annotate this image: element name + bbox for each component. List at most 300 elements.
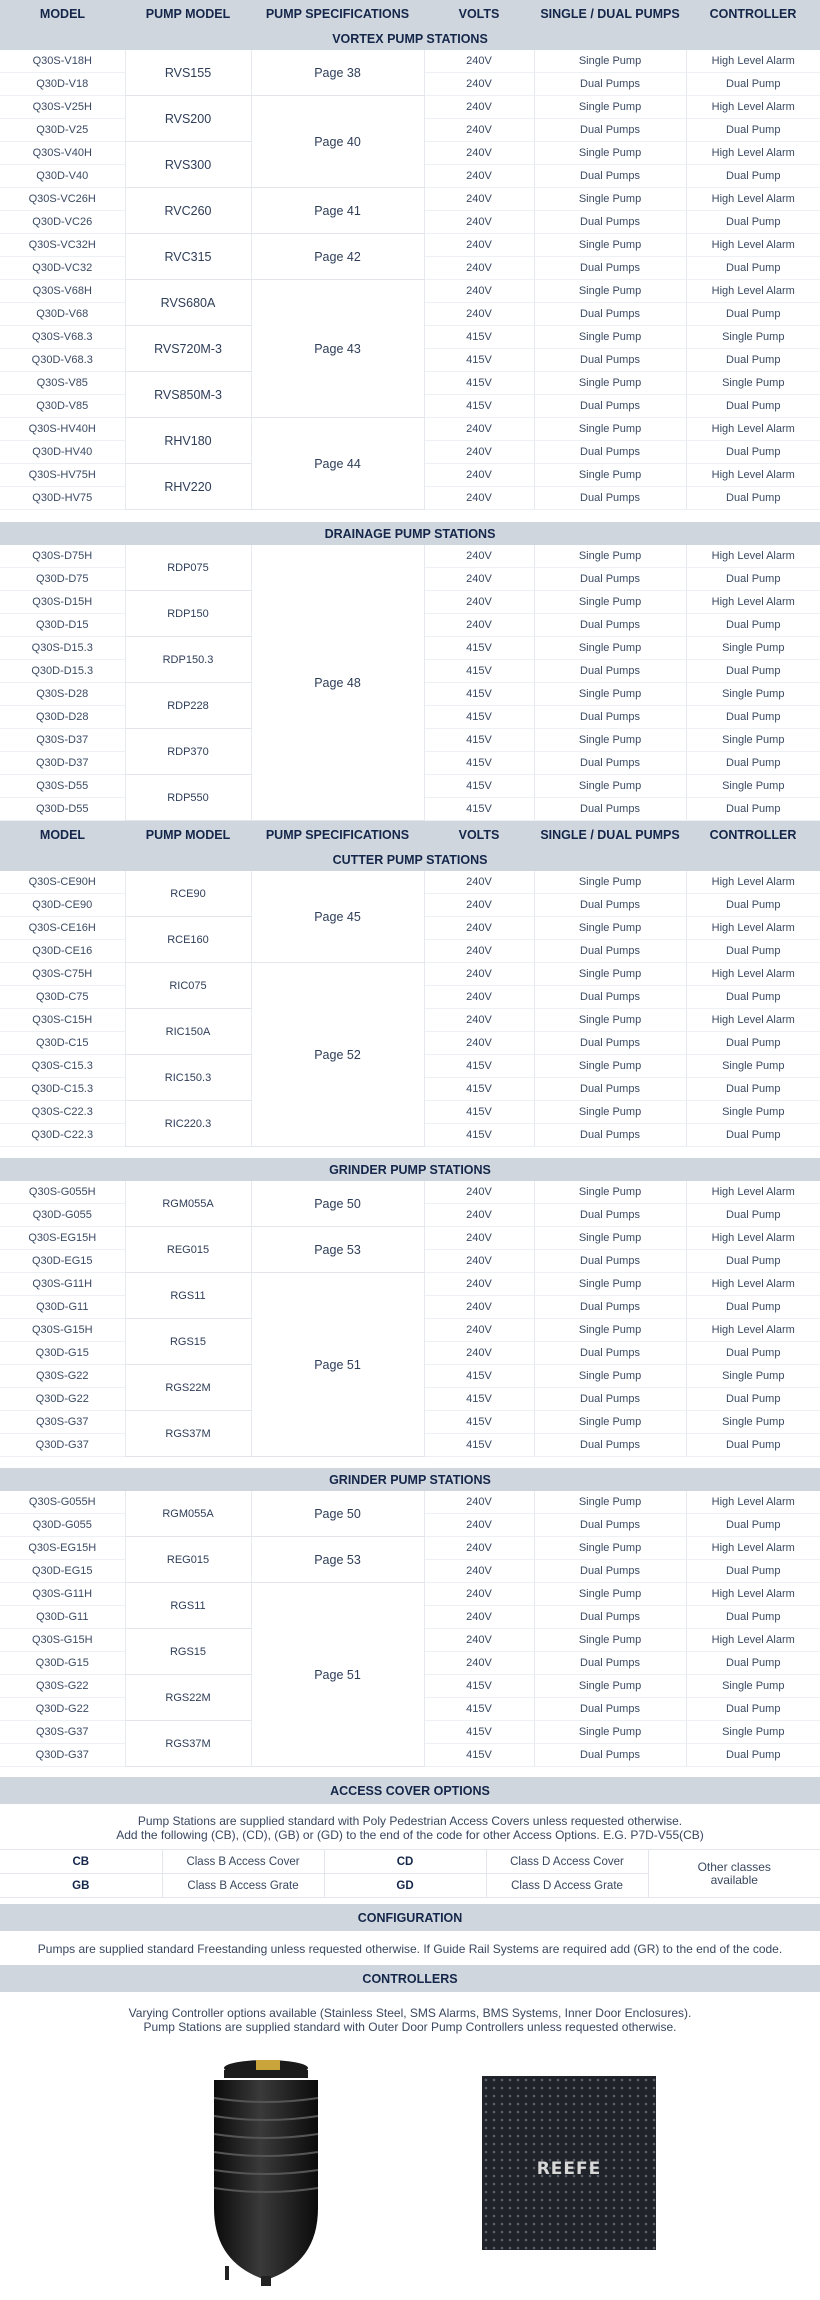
- table-row: [0, 1181, 820, 1204]
- pump-model: RGM055A: [125, 1181, 251, 1227]
- table-row: [0, 1491, 820, 1514]
- table-row: [0, 188, 820, 211]
- controller-type: Single Pump: [686, 775, 820, 798]
- controller-type: Dual Pump: [686, 165, 820, 188]
- pump-count: Single Pump: [534, 418, 686, 441]
- controller-type: Dual Pump: [686, 257, 820, 280]
- controller-type: Single Pump: [686, 372, 820, 395]
- model-code: Q30S-C15H: [0, 1009, 125, 1032]
- model-code: Q30D-C15: [0, 1032, 125, 1055]
- controller-type: Single Pump: [686, 683, 820, 706]
- pump-model: RGS11: [125, 1273, 251, 1319]
- pump-count: Dual Pumps: [534, 1514, 686, 1537]
- pump-count: Dual Pumps: [534, 73, 686, 96]
- pump-model: RVS300: [125, 142, 251, 188]
- model-code: Q30S-G055H: [0, 1491, 125, 1514]
- model-code: Q30S-EG15H: [0, 1537, 125, 1560]
- model-code: Q30D-C15.3: [0, 1078, 125, 1101]
- model-code: Q30S-D37: [0, 729, 125, 752]
- controller-type: Single Pump: [686, 729, 820, 752]
- model-code: Q30S-V40H: [0, 142, 125, 165]
- vortex-section-header: [0, 27, 820, 50]
- access-desc-gb: Class B Access Grate: [162, 1874, 324, 1898]
- access-cover-title: ACCESS COVER OPTIONS: [0, 1777, 820, 1804]
- spec-page-ref: Page 38: [251, 50, 424, 96]
- model-code: Q30D-V68.3: [0, 349, 125, 372]
- voltage: 240V: [424, 1560, 534, 1583]
- model-code: Q30S-CE16H: [0, 917, 125, 940]
- model-code: Q30D-C75: [0, 986, 125, 1009]
- model-code: Q30S-CE90H: [0, 871, 125, 894]
- pump-model: RIC075: [125, 963, 251, 1009]
- spacer-cell: [0, 510, 820, 523]
- model-code: Q30S-HV40H: [0, 418, 125, 441]
- pump-count: Single Pump: [534, 683, 686, 706]
- pump-count: Single Pump: [534, 871, 686, 894]
- model-code: Q30S-G15H: [0, 1319, 125, 1342]
- pump-model: RGS37M: [125, 1411, 251, 1457]
- voltage: 240V: [424, 986, 534, 1009]
- voltage: 240V: [424, 1537, 534, 1560]
- voltage: 415V: [424, 1078, 534, 1101]
- pump-count: Dual Pumps: [534, 211, 686, 234]
- pump-model: RGS15: [125, 1629, 251, 1675]
- controller-type: Dual Pump: [686, 303, 820, 326]
- configuration-note: Pumps are supplied standard Freestanding unless requested otherwise. If Guide Rail Systems are required add (GR) to the end of the code.: [37, 1942, 783, 1956]
- voltage: 415V: [424, 1124, 534, 1147]
- cutter-section-title: CUTTER PUMP STATIONS: [0, 848, 820, 871]
- pump-model: RVS155: [125, 50, 251, 96]
- model-code: Q30D-G15: [0, 1652, 125, 1675]
- controller-type: Dual Pump: [686, 1250, 820, 1273]
- controller-type: Dual Pump: [686, 1606, 820, 1629]
- pump-model: RGS15: [125, 1319, 251, 1365]
- pump-count: Dual Pumps: [534, 1204, 686, 1227]
- pump-count: Dual Pumps: [534, 395, 686, 418]
- model-code: Q30S-V18H: [0, 50, 125, 73]
- controller-type: High Level Alarm: [686, 1227, 820, 1250]
- grinder-1-section-title: GRINDER PUMP STATIONS: [0, 1158, 820, 1181]
- pump-count: Dual Pumps: [534, 1032, 686, 1055]
- pump-count: Dual Pumps: [534, 349, 686, 372]
- spec-page-ref: Page 53: [251, 1537, 424, 1583]
- voltage: 240V: [424, 418, 534, 441]
- header-volts: VOLTS: [424, 821, 534, 849]
- other-classes-line-2: available: [710, 1872, 758, 1887]
- voltage: 240V: [424, 871, 534, 894]
- table-row: [0, 545, 820, 568]
- pump-count: Dual Pumps: [534, 940, 686, 963]
- pump-count: Single Pump: [534, 1411, 686, 1434]
- controller-type: Dual Pump: [686, 894, 820, 917]
- voltage: 415V: [424, 326, 534, 349]
- pump-model: REG015: [125, 1537, 251, 1583]
- voltage: 240V: [424, 119, 534, 142]
- grinder-2-section-header: [0, 1468, 820, 1491]
- access-desc-cd: Class D Access Cover: [486, 1850, 648, 1874]
- model-code: Q30D-VC32: [0, 257, 125, 280]
- controller-type: Dual Pump: [686, 1388, 820, 1411]
- voltage: 240V: [424, 1250, 534, 1273]
- pump-count: Single Pump: [534, 464, 686, 487]
- controller-type: Dual Pump: [686, 568, 820, 591]
- pump-model: RIC150A: [125, 1009, 251, 1055]
- pump-count: Dual Pumps: [534, 1388, 686, 1411]
- model-code: Q30D-VC26: [0, 211, 125, 234]
- pump-count: Single Pump: [534, 1319, 686, 1342]
- pump-count: Single Pump: [534, 280, 686, 303]
- pump-count: Single Pump: [534, 96, 686, 119]
- header-controller: CONTROLLER: [686, 821, 820, 849]
- access-cover-image: [482, 2076, 656, 2250]
- pump-count: Dual Pumps: [534, 894, 686, 917]
- pump-model: RGS37M: [125, 1721, 251, 1767]
- header-volts: VOLTS: [424, 0, 534, 27]
- voltage: 240V: [424, 614, 534, 637]
- voltage: 415V: [424, 706, 534, 729]
- model-code: Q30S-G11H: [0, 1583, 125, 1606]
- voltage: 415V: [424, 752, 534, 775]
- spec-page-ref: Page 42: [251, 234, 424, 280]
- model-code: Q30D-D55: [0, 798, 125, 821]
- pump-count: Single Pump: [534, 917, 686, 940]
- controller-type: Dual Pump: [686, 211, 820, 234]
- voltage: 240V: [424, 1181, 534, 1204]
- section-spacer: [0, 1147, 820, 1159]
- voltage: 240V: [424, 464, 534, 487]
- voltage: 415V: [424, 1365, 534, 1388]
- vortex-section-title: VORTEX PUMP STATIONS: [0, 27, 820, 50]
- voltage: 415V: [424, 798, 534, 821]
- header-model: MODEL: [0, 821, 125, 849]
- voltage: 415V: [424, 683, 534, 706]
- model-code: Q30S-V68H: [0, 280, 125, 303]
- model-code: Q30D-CE90: [0, 894, 125, 917]
- voltage: 240V: [424, 50, 534, 73]
- model-code: Q30D-D15.3: [0, 660, 125, 683]
- model-code: Q30D-V68: [0, 303, 125, 326]
- controller-type: Dual Pump: [686, 1078, 820, 1101]
- voltage: 240V: [424, 142, 534, 165]
- table-row: [0, 1227, 820, 1250]
- model-code: Q30D-G22: [0, 1388, 125, 1411]
- voltage: 415V: [424, 1055, 534, 1078]
- controller-type: Dual Pump: [686, 752, 820, 775]
- voltage: 240V: [424, 1583, 534, 1606]
- controller-type: Single Pump: [686, 1055, 820, 1078]
- controllers-title: CONTROLLERS: [0, 1965, 820, 1992]
- controller-type: High Level Alarm: [686, 234, 820, 257]
- pump-model: RGS22M: [125, 1365, 251, 1411]
- controller-type: High Level Alarm: [686, 917, 820, 940]
- access-cover-note-2: Add the following (CB), (CD), (GB) or (GD) to the end of the code for other Access Options. E.G. P7D-V55(CB): [116, 1828, 704, 1842]
- pump-count: Single Pump: [534, 234, 686, 257]
- pump-count: Dual Pumps: [534, 752, 686, 775]
- controller-type: Dual Pump: [686, 1434, 820, 1457]
- drainage-section-header: [0, 522, 820, 545]
- controller-type: High Level Alarm: [686, 545, 820, 568]
- pump-count: Single Pump: [534, 1675, 686, 1698]
- pump-count: Dual Pumps: [534, 1744, 686, 1767]
- configuration-title: CONFIGURATION: [0, 1904, 820, 1931]
- table-row: [0, 963, 820, 986]
- spec-page-ref: Page 53: [251, 1227, 424, 1273]
- model-code: Q30S-EG15H: [0, 1227, 125, 1250]
- access-code-cb: CB: [0, 1850, 162, 1874]
- model-code: Q30S-G055H: [0, 1181, 125, 1204]
- pump-count: Dual Pumps: [534, 1296, 686, 1319]
- access-code-gd: GD: [324, 1874, 486, 1898]
- controller-type: High Level Alarm: [686, 1181, 820, 1204]
- model-code: Q30S-G11H: [0, 1273, 125, 1296]
- model-code: Q30S-VC26H: [0, 188, 125, 211]
- voltage: 240V: [424, 165, 534, 188]
- voltage: 240V: [424, 1491, 534, 1514]
- pump-count: Single Pump: [534, 1491, 686, 1514]
- controller-type: Dual Pump: [686, 1124, 820, 1147]
- controller-type: Dual Pump: [686, 1342, 820, 1365]
- model-code: Q30D-D37: [0, 752, 125, 775]
- pump-model: RVS680A: [125, 280, 251, 326]
- pump-count: Single Pump: [534, 1055, 686, 1078]
- pump-count: Dual Pumps: [534, 441, 686, 464]
- voltage: 240V: [424, 1227, 534, 1250]
- model-code: Q30D-G37: [0, 1744, 125, 1767]
- voltage: 240V: [424, 211, 534, 234]
- header-pump-model: PUMP MODEL: [125, 821, 251, 849]
- controller-type: Dual Pump: [686, 119, 820, 142]
- voltage: 240V: [424, 234, 534, 257]
- model-code: Q30S-G15H: [0, 1629, 125, 1652]
- controller-type: Dual Pump: [686, 986, 820, 1009]
- model-code: Q30D-EG15: [0, 1560, 125, 1583]
- voltage: 240V: [424, 591, 534, 614]
- voltage: 415V: [424, 775, 534, 798]
- pump-count: Dual Pumps: [534, 614, 686, 637]
- spec-page-ref: Page 51: [251, 1583, 424, 1767]
- column-header-row: [0, 0, 820, 27]
- voltage: 415V: [424, 660, 534, 683]
- spec-page-ref: Page 43: [251, 280, 424, 418]
- spec-page-ref: Page 52: [251, 963, 424, 1147]
- pump-station-tank-image: [200, 2058, 332, 2288]
- pump-count: Single Pump: [534, 637, 686, 660]
- spec-page-ref: Page 50: [251, 1491, 424, 1537]
- controller-type: Single Pump: [686, 1101, 820, 1124]
- controller-type: Single Pump: [686, 1365, 820, 1388]
- pump-model: RVS200: [125, 96, 251, 142]
- model-code: Q30D-V85: [0, 395, 125, 418]
- controller-type: High Level Alarm: [686, 96, 820, 119]
- voltage: 415V: [424, 372, 534, 395]
- controller-type: High Level Alarm: [686, 280, 820, 303]
- model-code: Q30D-V40: [0, 165, 125, 188]
- controllers-note-1: Varying Controller options available (Stainless Steel, SMS Alarms, BMS Systems, Inner Door Enclosures).: [128, 2006, 692, 2020]
- model-code: Q30S-G37: [0, 1411, 125, 1434]
- pump-model: RDP150.3: [125, 637, 251, 683]
- controller-type: Dual Pump: [686, 349, 820, 372]
- other-classes-line-1: Other classes: [697, 1859, 771, 1874]
- table-row: [0, 280, 820, 303]
- pump-model: RVS850M-3: [125, 372, 251, 418]
- voltage: 240V: [424, 545, 534, 568]
- controller-type: Single Pump: [686, 326, 820, 349]
- pump-model: RHV220: [125, 464, 251, 510]
- model-code: Q30D-G15: [0, 1342, 125, 1365]
- model-code: Q30D-HV40: [0, 441, 125, 464]
- spec-page-ref: Page 40: [251, 96, 424, 188]
- header-pump-specs: PUMP SPECIFICATIONS: [251, 0, 424, 27]
- controller-type: High Level Alarm: [686, 1537, 820, 1560]
- pump-count: Dual Pumps: [534, 1698, 686, 1721]
- model-code: Q30D-G11: [0, 1296, 125, 1319]
- voltage: 240V: [424, 1514, 534, 1537]
- model-code: Q30S-D75H: [0, 545, 125, 568]
- model-code: Q30S-D55: [0, 775, 125, 798]
- pump-count: Single Pump: [534, 591, 686, 614]
- access-desc-gd: Class D Access Grate: [486, 1874, 648, 1898]
- model-code: Q30D-G11: [0, 1606, 125, 1629]
- voltage: 240V: [424, 257, 534, 280]
- model-code: Q30D-G37: [0, 1434, 125, 1457]
- pump-model: RHV180: [125, 418, 251, 464]
- cutter-section-header: [0, 848, 820, 871]
- pump-count: Dual Pumps: [534, 303, 686, 326]
- controller-type: High Level Alarm: [686, 1009, 820, 1032]
- controller-type: Dual Pump: [686, 706, 820, 729]
- pump-model: RVC315: [125, 234, 251, 280]
- pump-count: Single Pump: [534, 142, 686, 165]
- pump-model: RDP370: [125, 729, 251, 775]
- model-code: Q30D-G055: [0, 1204, 125, 1227]
- controllers-note-2: Pump Stations are supplied standard with Outer Door Pump Controllers unless requested otherwise.: [143, 2020, 677, 2034]
- controller-type: High Level Alarm: [686, 418, 820, 441]
- model-code: Q30S-HV75H: [0, 464, 125, 487]
- controller-type: High Level Alarm: [686, 188, 820, 211]
- voltage: 240V: [424, 487, 534, 510]
- voltage: 240V: [424, 1032, 534, 1055]
- pump-count: Single Pump: [534, 1629, 686, 1652]
- pump-count: Dual Pumps: [534, 1124, 686, 1147]
- model-code: Q30S-D15.3: [0, 637, 125, 660]
- pump-count: Single Pump: [534, 1101, 686, 1124]
- voltage: 240V: [424, 1204, 534, 1227]
- voltage: 415V: [424, 1675, 534, 1698]
- pump-model: RGS11: [125, 1583, 251, 1629]
- pump-count: Single Pump: [534, 729, 686, 752]
- pump-count: Single Pump: [534, 1273, 686, 1296]
- controller-type: Dual Pump: [686, 441, 820, 464]
- pump-count: Dual Pumps: [534, 257, 686, 280]
- pump-count: Single Pump: [534, 963, 686, 986]
- pump-count: Single Pump: [534, 775, 686, 798]
- voltage: 240V: [424, 73, 534, 96]
- table-row: [0, 234, 820, 257]
- pump-model: RIC150.3: [125, 1055, 251, 1101]
- controller-type: Single Pump: [686, 1675, 820, 1698]
- pump-model: RDP550: [125, 775, 251, 821]
- voltage: 415V: [424, 349, 534, 372]
- pump-count: Single Pump: [534, 326, 686, 349]
- controller-type: Dual Pump: [686, 1514, 820, 1537]
- controller-type: High Level Alarm: [686, 464, 820, 487]
- pump-count: Single Pump: [534, 1721, 686, 1744]
- voltage: 240V: [424, 96, 534, 119]
- table-row: [0, 1583, 820, 1606]
- model-code: Q30D-CE16: [0, 940, 125, 963]
- model-code: Q30D-D75: [0, 568, 125, 591]
- voltage: 240V: [424, 1273, 534, 1296]
- controller-type: Dual Pump: [686, 614, 820, 637]
- controller-type: High Level Alarm: [686, 1583, 820, 1606]
- voltage: 240V: [424, 1319, 534, 1342]
- controller-type: High Level Alarm: [686, 1629, 820, 1652]
- model-code: Q30S-G22: [0, 1365, 125, 1388]
- voltage: 240V: [424, 280, 534, 303]
- header-controller: CONTROLLER: [686, 0, 820, 27]
- voltage: 415V: [424, 1744, 534, 1767]
- voltage: 240V: [424, 1606, 534, 1629]
- pump-model: RDP075: [125, 545, 251, 591]
- model-code: Q30D-D15: [0, 614, 125, 637]
- pump-count: Dual Pumps: [534, 119, 686, 142]
- cover-logo-text: REEFE: [536, 2159, 602, 2179]
- header-single-dual: SINGLE / DUAL PUMPS: [534, 0, 686, 27]
- pump-model: RGS22M: [125, 1675, 251, 1721]
- spec-page-ref: Page 41: [251, 188, 424, 234]
- controllers-section: [0, 1965, 820, 2034]
- pump-model: RCE160: [125, 917, 251, 963]
- pump-count: Single Pump: [534, 545, 686, 568]
- pump-model: REG015: [125, 1227, 251, 1273]
- controller-type: Dual Pump: [686, 1652, 820, 1675]
- pump-count: Dual Pumps: [534, 165, 686, 188]
- spacer-cell: [0, 1147, 820, 1159]
- controller-type: High Level Alarm: [686, 1319, 820, 1342]
- pump-count: Single Pump: [534, 1227, 686, 1250]
- model-code: Q30S-V25H: [0, 96, 125, 119]
- model-code: Q30S-C22.3: [0, 1101, 125, 1124]
- section-spacer: [0, 1457, 820, 1469]
- pump-count: Dual Pumps: [534, 1250, 686, 1273]
- controller-type: Dual Pump: [686, 1296, 820, 1319]
- access-cover-note-1: Pump Stations are supplied standard with Poly Pedestrian Access Covers unless requested otherwise.: [137, 1814, 683, 1828]
- model-code: Q30D-G22: [0, 1698, 125, 1721]
- access-desc-cb: Class B Access Cover: [162, 1850, 324, 1874]
- model-code: Q30S-G22: [0, 1675, 125, 1698]
- product-images: [0, 2034, 820, 2294]
- pump-model: RCE90: [125, 871, 251, 917]
- controller-type: Dual Pump: [686, 1204, 820, 1227]
- controller-type: Dual Pump: [686, 1560, 820, 1583]
- spacer-cell: [0, 1457, 820, 1469]
- table-row: [0, 50, 820, 73]
- pump-count: Dual Pumps: [534, 660, 686, 683]
- controller-type: High Level Alarm: [686, 591, 820, 614]
- column-header-row: [0, 821, 820, 849]
- header-pump-specs: PUMP SPECIFICATIONS: [251, 821, 424, 849]
- controller-type: High Level Alarm: [686, 871, 820, 894]
- pump-count: Dual Pumps: [534, 1606, 686, 1629]
- pump-count: Single Pump: [534, 1181, 686, 1204]
- voltage: 240V: [424, 1652, 534, 1675]
- pump-count: Dual Pumps: [534, 706, 686, 729]
- table-row: [0, 871, 820, 894]
- table-row: [0, 96, 820, 119]
- controller-type: High Level Alarm: [686, 142, 820, 165]
- spec-page-ref: Page 44: [251, 418, 424, 510]
- model-code: Q30D-V18: [0, 73, 125, 96]
